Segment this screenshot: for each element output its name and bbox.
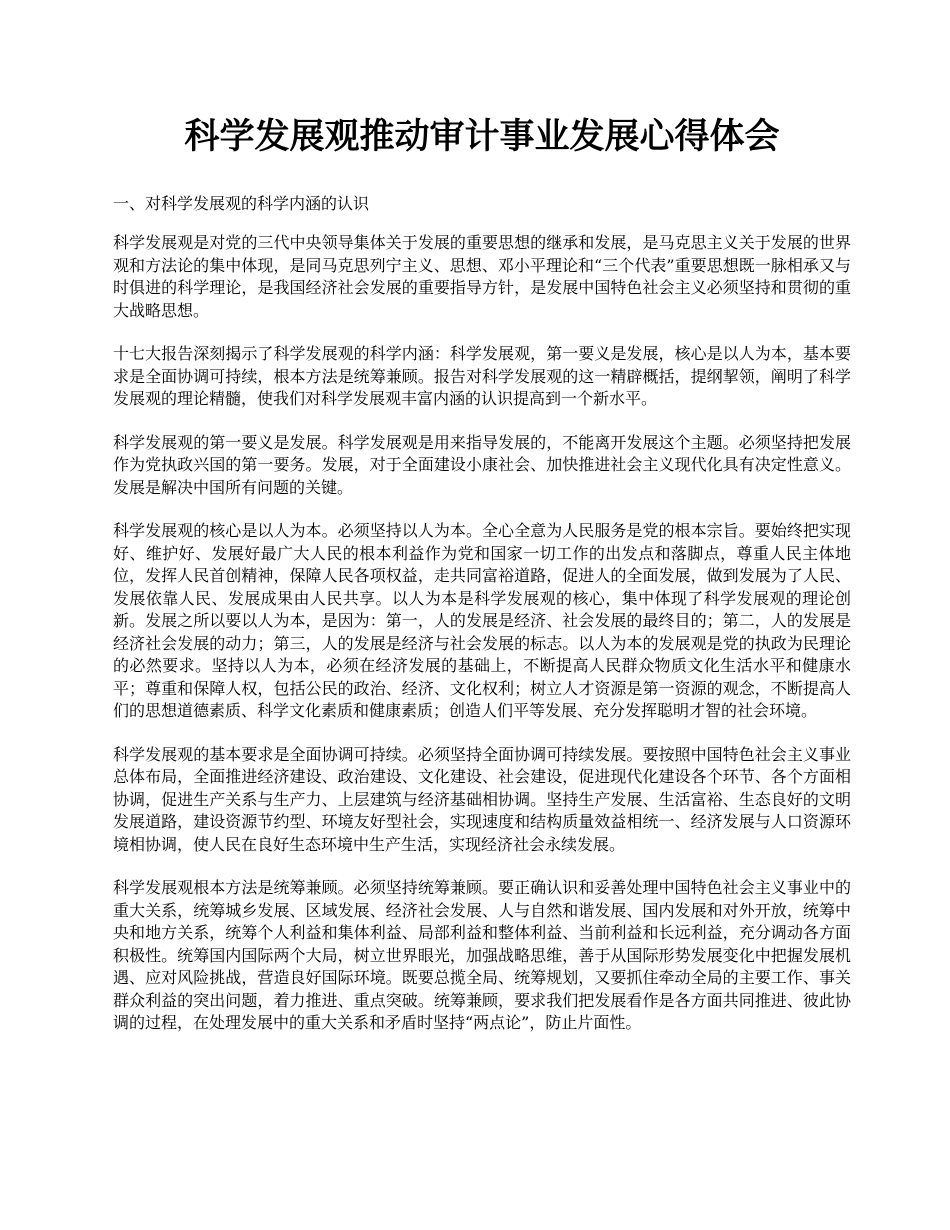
paragraph-development-theory: 科学发展观是对党的三代中央领导集体关于发展的重要思想的继承和发展，是马克思主义关于发展的世界观和方法论的集中体现，是同马克思列宁主义、思想、邓小平理论和“三个代表”重要思想既一脉相承又与时俱进的科学理论，是我国经济社会发展的重要指导方针，是发展中国特色社会主义必须坚持和贯彻的重大战略思想。	[113, 233, 851, 320]
document-title: 科学发展观推动审计事业发展心得体会	[184, 116, 780, 157]
paragraph-people-oriented: 科学发展观的核心是以人为本。必须坚持以人为本。全心全意为人民服务是党的根本宗旨。要始终把实现好、维护好、发展好最广大人民的根本利益作为党和国家一切工作的出发点和落脚点，尊重人民主体地位，发挥人民首创精神，保障人民各项权益，走共同富裕道路，促进人的全面发展，做到发展为了人民、发展依靠人民、发展成果由人民共享。以人为本是科学发展观的核心，集中体现了科学发展观的理论创新。发展之所以要以人为本，是因为：第一，人的发展是经济、社会发展的最终目的；第二，人的发展是经济社会发展的动力；第三，人的发展是经济与社会发展的标志。以人为本的发展观是党的执政为民理论的必然要求。坚持以人为本，必须在经济发展的基础上，不断提高人民群众物质文化生活水平和健康水平；尊重和保障人权，包括公民的政治、经济、文化权利；树立人才资源是第一资源的观念，不断提高人们的思想道德素质、科学文化素质和健康素质；创造人们平等发展、充分发挥聪明才智的社会环境。	[113, 521, 851, 720]
document-page	[113, 112, 851, 1056]
paragraph-basic-requirement: 科学发展观的基本要求是全面协调可持续。必须坚持全面协调可持续发展。要按照中国特色社会主义事业总体布局，全面推进经济建设、政治建设、文化建设、社会建设，促进现代化建设各个环节、各个方面相协调，促进生产关系与生产力、上层建筑与经济基础相协调。坚持生产发展、生活富裕、生态良好的文明发展道路，建设资源节约型、环境友好型社会，实现速度和结构质量效益相统一、经济发展与人口资源环境相协调，使人民在良好生态环境中生产生活，实现经济社会永续发展。	[113, 744, 851, 854]
paragraph-first-essence: 科学发展观的第一要义是发展。科学发展观是用来指导发展的，不能离开发展这个主题。必须坚持把发展作为党执政兴国的第一要务。发展，对于全面建设小康社会、加快推进社会主义现代化具有决定性意义。发展是解决中国所有问题的关键。	[113, 432, 851, 497]
paragraph-scientific-connotation: 十七大报告深刻揭示了科学发展观的科学内涵：科学发展观，第一要义是发展，核心是以人为本，基本要求是全面协调可持续，根本方法是统筹兼顾。报告对科学发展观的这一精辟概括，提纲挈领，阐明了科学发展观的理论精髓，使我们对科学发展观丰富内涵的认识提高到一个新水平。	[113, 344, 851, 408]
paragraph-fundamental-method: 科学发展观根本方法是统筹兼顾。必须坚持统筹兼顾。要正确认识和妥善处理中国特色社会主义事业中的重大关系，统筹城乡发展、区域发展、经济社会发展、人与自然和谐发展、国内发展和对外开放，统筹中央和地方关系，统筹个人利益和集体利益、局部利益和整体利益、当前利益和长远利益，充分调动各方面积极性。统筹国内国际两个大局，树立世界眼光，加强战略思维，善于从国际形势发展变化中把握发展机遇、应对风险挑战，营造良好国际环境。既要总揽全局、统筹规划，又要抓住牵动全局的主要工作、事关群众利益的突出问题，着力推进、重点突破。统筹兼顾，要求我们把发展看作是各方面共同推进、彼此协调的过程，在处理发展中的重大关系和矛盾时坚持“两点论”，防止片面性。	[113, 878, 851, 1032]
section-heading: 一、对科学发展观的科学内涵的认识	[113, 194, 370, 213]
